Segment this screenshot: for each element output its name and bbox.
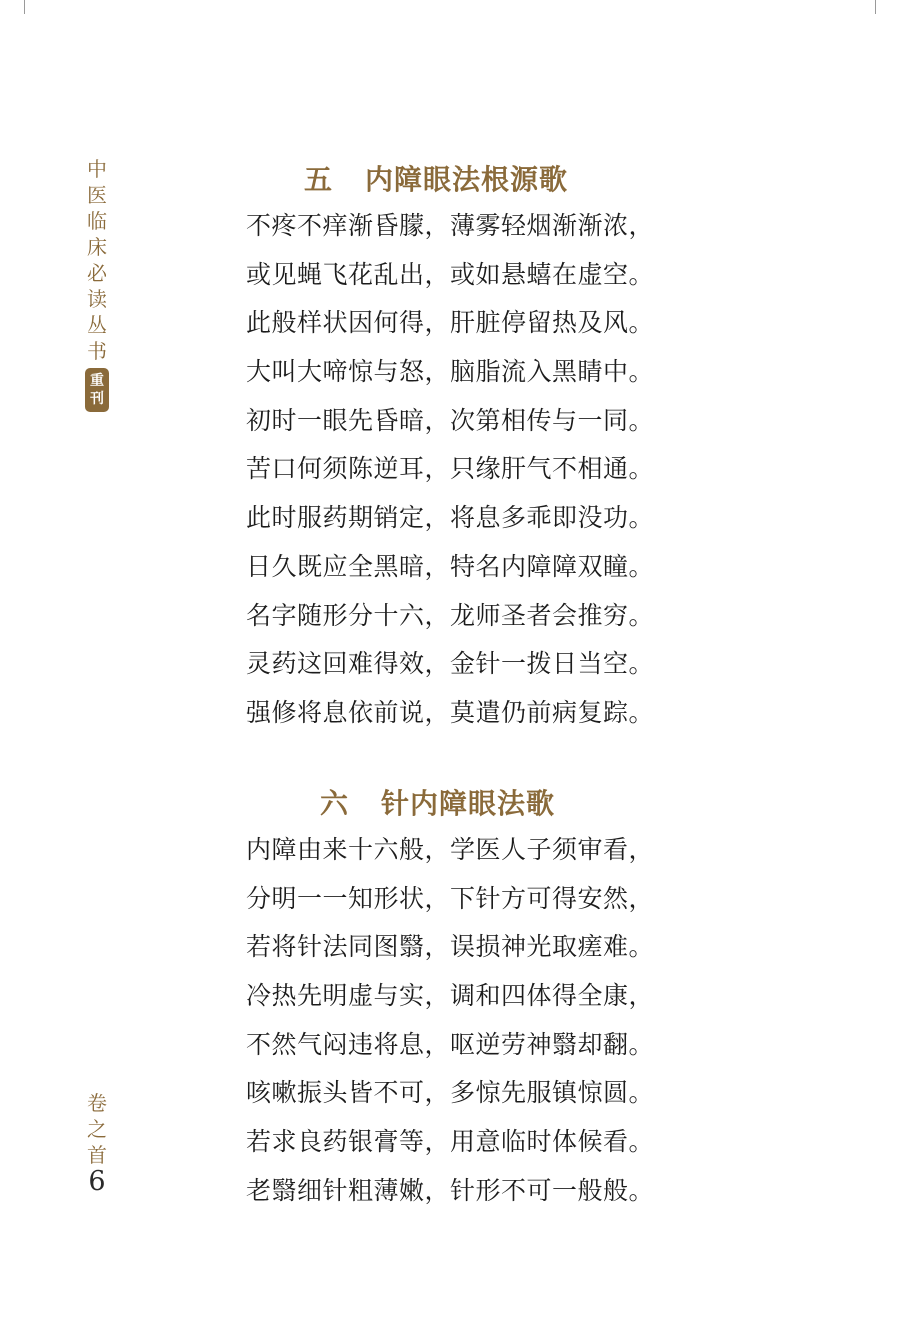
verse-line: 灵药这回难得效，金针一拨日当空。 [246,649,655,679]
section-six [246,780,655,1216]
verse-line: 冷热先明虚与实，调和四体得全康， [246,981,655,1011]
section-title-text: 内障眼法根源歌 [365,163,569,196]
volume-label-vertical [84,1090,110,1168]
verse-line: 名字随形分十六，龙师圣者会推穷。 [246,600,655,630]
verse-lines [246,202,655,738]
verse-line: 强修将息依前说，莫遣仍前病复踪。 [246,697,655,727]
verse-line: 若求良药银膏等，用意临时体候看。 [246,1127,655,1157]
verse-line: 不疼不痒渐昏朦，薄雾轻烟渐渐浓， [246,211,655,240]
verse-line: 初时一眼先昏暗，次第相传与一同。 [246,405,655,435]
series-title-vertical [84,156,110,412]
reprint-seal [85,368,109,412]
series-title-char: 丛 [87,313,107,337]
series-title-char: 医 [87,183,107,207]
series-title-char: 必 [87,261,107,285]
verse-line: 苦口何须陈逆耳，只缘肝气不相通。 [246,454,655,484]
volume-label-char: 卷 [87,1091,107,1115]
crop-mark-right [875,0,876,14]
series-title-char: 中 [87,157,107,181]
verse-line: 咳嗽振头皆不可，多惊先服镇惊圆。 [246,1078,655,1108]
crop-mark-left [24,0,25,14]
series-title-char: 读 [87,287,107,311]
verse-line: 此般样状因何得，肝脏停留热及风。 [246,308,655,338]
section-five [246,156,655,738]
volume-label-char: 首 [87,1143,107,1167]
verse-line: 大叫大啼惊与怒，脑脂流入黑睛中。 [246,357,655,387]
verse-line: 或见蝇飞花乱出，或如悬蟢在虚空。 [246,259,655,289]
section-heading [246,780,646,824]
series-title-char: 临 [87,209,107,233]
seal-char: 重 [90,373,104,389]
verse-line: 老翳细针粗薄嫩，针形不可一般般。 [246,1175,655,1205]
series-title-char: 书 [87,339,107,363]
section-number: 五 [304,163,334,196]
section-title-text: 针内障眼法歌 [381,787,556,820]
section-heading [246,156,646,200]
verse-lines [246,826,655,1216]
verse-line: 此时服药期销定，将息多乖即没功。 [246,503,655,533]
verse-line: 不然气闷违将息，呕逆劳神翳却翻。 [246,1029,655,1059]
section-number: 六 [320,787,350,820]
verse-line: 若将针法同图翳，误损神光取瘥难。 [246,932,655,962]
page-number: 6 [88,1166,106,1197]
seal-char: 刊 [90,391,104,407]
series-title-char: 床 [87,235,107,259]
verse-line: 分明一一知形状，下针方可得安然， [246,883,655,913]
volume-label-char: 之 [87,1117,107,1141]
verse-line: 日久既应全黑暗，特名内障障双瞳。 [246,551,655,581]
verse-line: 内障由来十六般，学医人子须审看， [246,835,655,864]
